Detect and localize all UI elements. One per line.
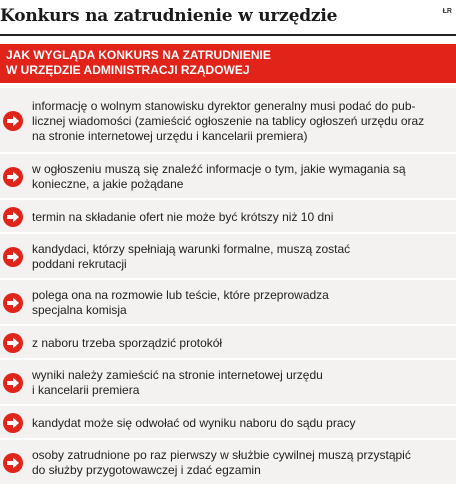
list-item [0,154,456,200]
list-item [0,326,456,360]
list-item-text [32,99,450,144]
list-item-line: do służby przygotowawczej i zdać egzamin [32,463,261,477]
arrow-right-circle-icon [2,206,24,228]
list-item-line: informację o wolnym stanowisku dyrektor generalny musi podać do pub- [32,99,416,113]
steps-list [0,88,456,486]
list-item-text [32,242,450,272]
list-item [0,440,456,486]
list-item-line: wyniki należy zamieścić na stronie internetowej urzędu [32,368,323,382]
list-item-line: osoby zatrudnione po raz pierwszy w służbie cywilnej muszą przystąpić [32,448,411,462]
list-item-line: kandydat może się odwołać od wyniku naboru do sądu pracy [32,416,356,430]
arrow-right-circle-icon [2,372,24,394]
list-item-line: licznej wiadomości (zamieścić ogłoszenie na tablicy ogłoszeń urzędu oraz [32,114,425,128]
list-item-line: konieczne, a jakie pożądane [32,177,184,191]
title-divider [0,34,456,36]
list-item-text [32,336,450,351]
arrow-right-circle-icon [2,452,24,474]
list-item-line: i kancelarii premiera [32,383,140,397]
source-mark: ŁR [442,8,452,15]
page-title: Konkurs na zatrudnienie w urzędzie [0,6,338,26]
list-item [0,280,456,326]
list-item-line: na stronie internetowej urzędu i kancelarii premiera) [32,129,308,143]
list-item-text [32,288,450,318]
list-item-line: termin na składanie ofert nie może być krótszy niż 10 dni [32,210,334,224]
list-item [0,406,456,440]
banner-line-2: W URZĘDZIE ADMINISTRACJI RZĄDOWEJ [6,63,250,77]
list-item-text [32,416,450,431]
list-item [0,360,456,406]
arrow-right-circle-icon [2,110,24,132]
list-item-line: w ogłoszeniu muszą się znaleźć informacje o tym, jakie wymagania są [32,162,406,176]
arrow-right-circle-icon [2,292,24,314]
list-item-text [32,210,450,225]
list-item-text [32,162,450,192]
list-item [0,88,456,154]
list-item-line: z naboru trzeba sporządzić protokół [32,336,223,350]
list-item-line: polega ona na rozmowie lub teście, które przeprowadza [32,288,329,302]
list-item [0,200,456,234]
arrow-right-circle-icon [2,166,24,188]
list-item-line: poddani rekrutacji [32,257,127,271]
list-item-line: specjalna komisja [32,303,127,317]
list-item-text [32,448,450,478]
section-banner [0,44,456,83]
list-item-line: kandydaci, którzy spełniają warunki formalne, muszą zostać [32,242,351,256]
arrow-right-circle-icon [2,246,24,268]
arrow-right-circle-icon [2,412,24,434]
list-item-text [32,368,450,398]
arrow-right-circle-icon [2,332,24,354]
banner-line-1: JAK WYGLĄDA KONKURS NA ZATRUDNIENIE [6,48,271,62]
list-item [0,234,456,280]
